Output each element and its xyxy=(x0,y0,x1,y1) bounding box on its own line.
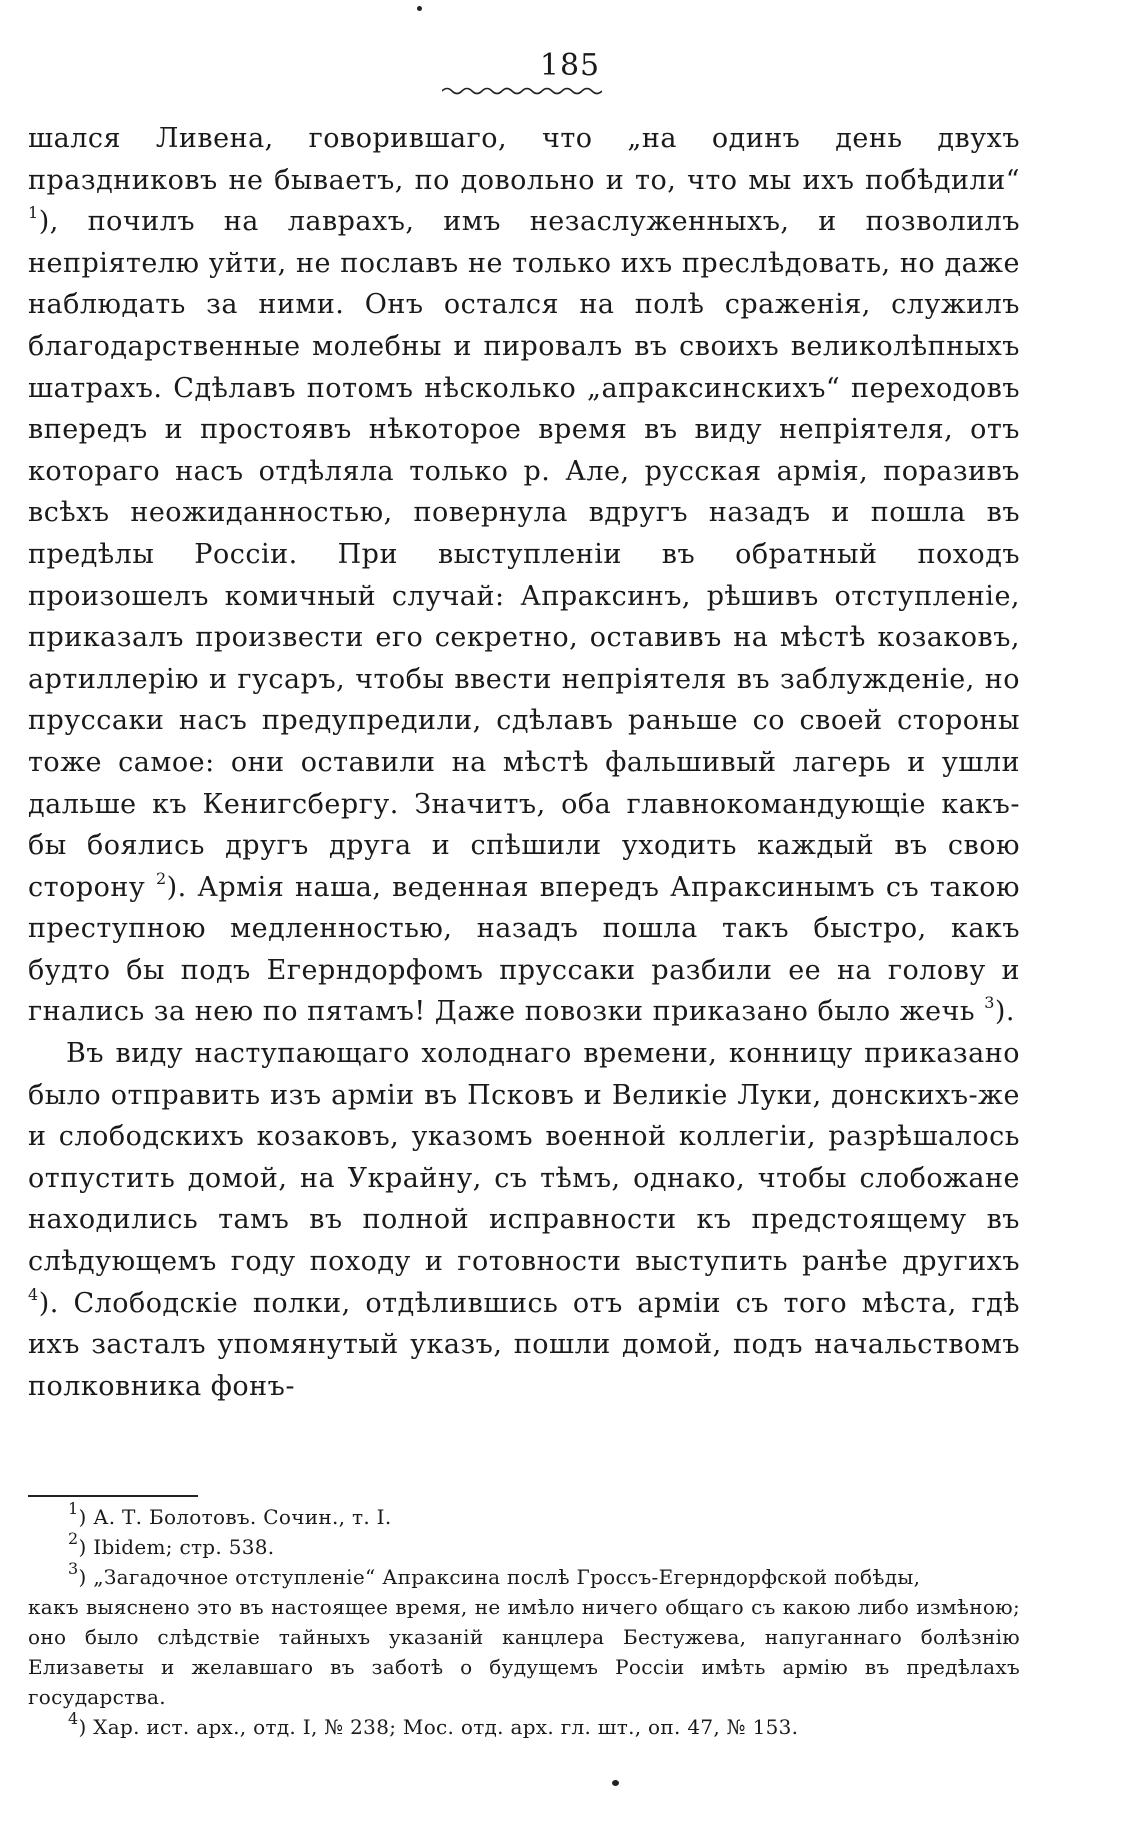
speck-mark xyxy=(417,6,422,11)
footnote-ref: 4 xyxy=(28,1284,39,1304)
paragraph: Въ виду наступающаго холоднаго времени, конницу приказано было отправить изъ арміи въ Псковъ и Великіе Луки, донскихъ-же и слободскихъ козаковъ, указомъ военной коллегіи, разрѣшалось отпустить домой, на Украйну, съ тѣмъ, однако, чтобы слобожане находились тамъ въ полной исправности къ предстоящему въ слѣдующемъ году походу и готовности выступить ранѣе другихъ $^4$). Слободскіе полки, отдѣлившись отъ арміи съ того мѣста, гдѣ ихъ засталъ упомянутый указъ, пошли домой, подъ начальствомъ полковника фонъ- xyxy=(28,1038,1020,1402)
footnote-continuation: какъ выяснено это въ настоящее время, не имѣло ничего общаго съ какою либо измѣною; оно было слѣдствіе тайныхъ указаній канцлера Бестужева, напуганнаго болѣзнію Елизаветы и желавшаго въ заботѣ о будущемъ Россіи имѣть армію въ предѣлахъ государства. xyxy=(28,1595,1020,1709)
page-number: 185 xyxy=(539,48,601,83)
footnote: $^4$) Хар. ист. арх., отд. I, № 238; Мос. отд. арх. гл. шт., оп. 47, № 153. xyxy=(68,1709,799,1739)
footnote: $^3$) „Загадочное отступленіе“ Апраксина послѣ Гроссъ-Егерндорфской побѣды, xyxy=(68,1559,921,1589)
footnote-ref: 1 xyxy=(28,203,39,223)
footnotes xyxy=(28,1499,1020,1742)
paragraph: шался Ливена, говорившаго, что „на одинъ день двухъ праздниковъ не бываетъ, по довольно и то, что мы ихъ побѣдили“ $^1$), почилъ на лаврахъ, имъ незаслуженныхъ, и позволилъ непріятелю уйти, не пославъ не только ихъ преслѣдовать, но даже наблюдать за ними. Онъ остался на полѣ сраженія, служилъ благодарственные молебны и пировалъ въ своихъ великолѣпныхъ шатрахъ. Сдѣлавъ потомъ нѣсколько „апраксинскихъ“ переходовъ впередъ и простоявъ нѣкоторое время въ виду непріятеля, отъ котораго насъ отдѣляла только р. Але, русская армія, поразивъ всѣхъ неожиданностью, повернула вдругъ назадъ и пошла въ предѣлы Россіи. При выступленіи въ обратный походъ произошелъ комичный случай: Апраксинъ, рѣшивъ отступленіе, приказалъ произвести его секретно, оставивъ на мѣстѣ козаковъ, артиллерію и гусаръ, чтобы ввести непріятеля въ заблужденіе, но пруссаки насъ предупредили, сдѣлавъ раньше со своей стороны тоже самое: они оставили на мѣстѣ фальшивый лагерь и ушли дальше къ Кенигсбергу. Значитъ, оба главнокомандующіе какъ-бы боялись другъ друга и спѣшили уходить каждый въ свою сторону $^2$). Армія наша, веденная впередъ Апраксинымъ съ такою преступною медленностью, назадъ пошла такъ быстро, какъ будто бы подъ Егерндорфомъ пруссаки разбили ее на голову и гнались за нею по пятамъ! Даже повозки приказано было жечь $^3$). xyxy=(28,123,1020,1028)
footnote-marker: 1 xyxy=(68,1499,79,1519)
footnote-ref: 3 xyxy=(984,993,995,1013)
footnote: $^2$) Ibidem; стр. 538. xyxy=(68,1529,275,1559)
footnote: $^1$) А. Т. Болотовъ. Сочин., т. I. xyxy=(68,1499,392,1529)
speck-mark xyxy=(612,1780,619,1786)
footnote-marker: 3 xyxy=(68,1559,79,1579)
footnote-divider xyxy=(28,1495,198,1497)
main-text xyxy=(28,118,1020,1407)
footnote-ref: 2 xyxy=(155,868,167,888)
footnote-marker: 4 xyxy=(68,1709,79,1729)
footnote-marker: 2 xyxy=(68,1529,79,1549)
page-number-ornament xyxy=(442,86,602,96)
